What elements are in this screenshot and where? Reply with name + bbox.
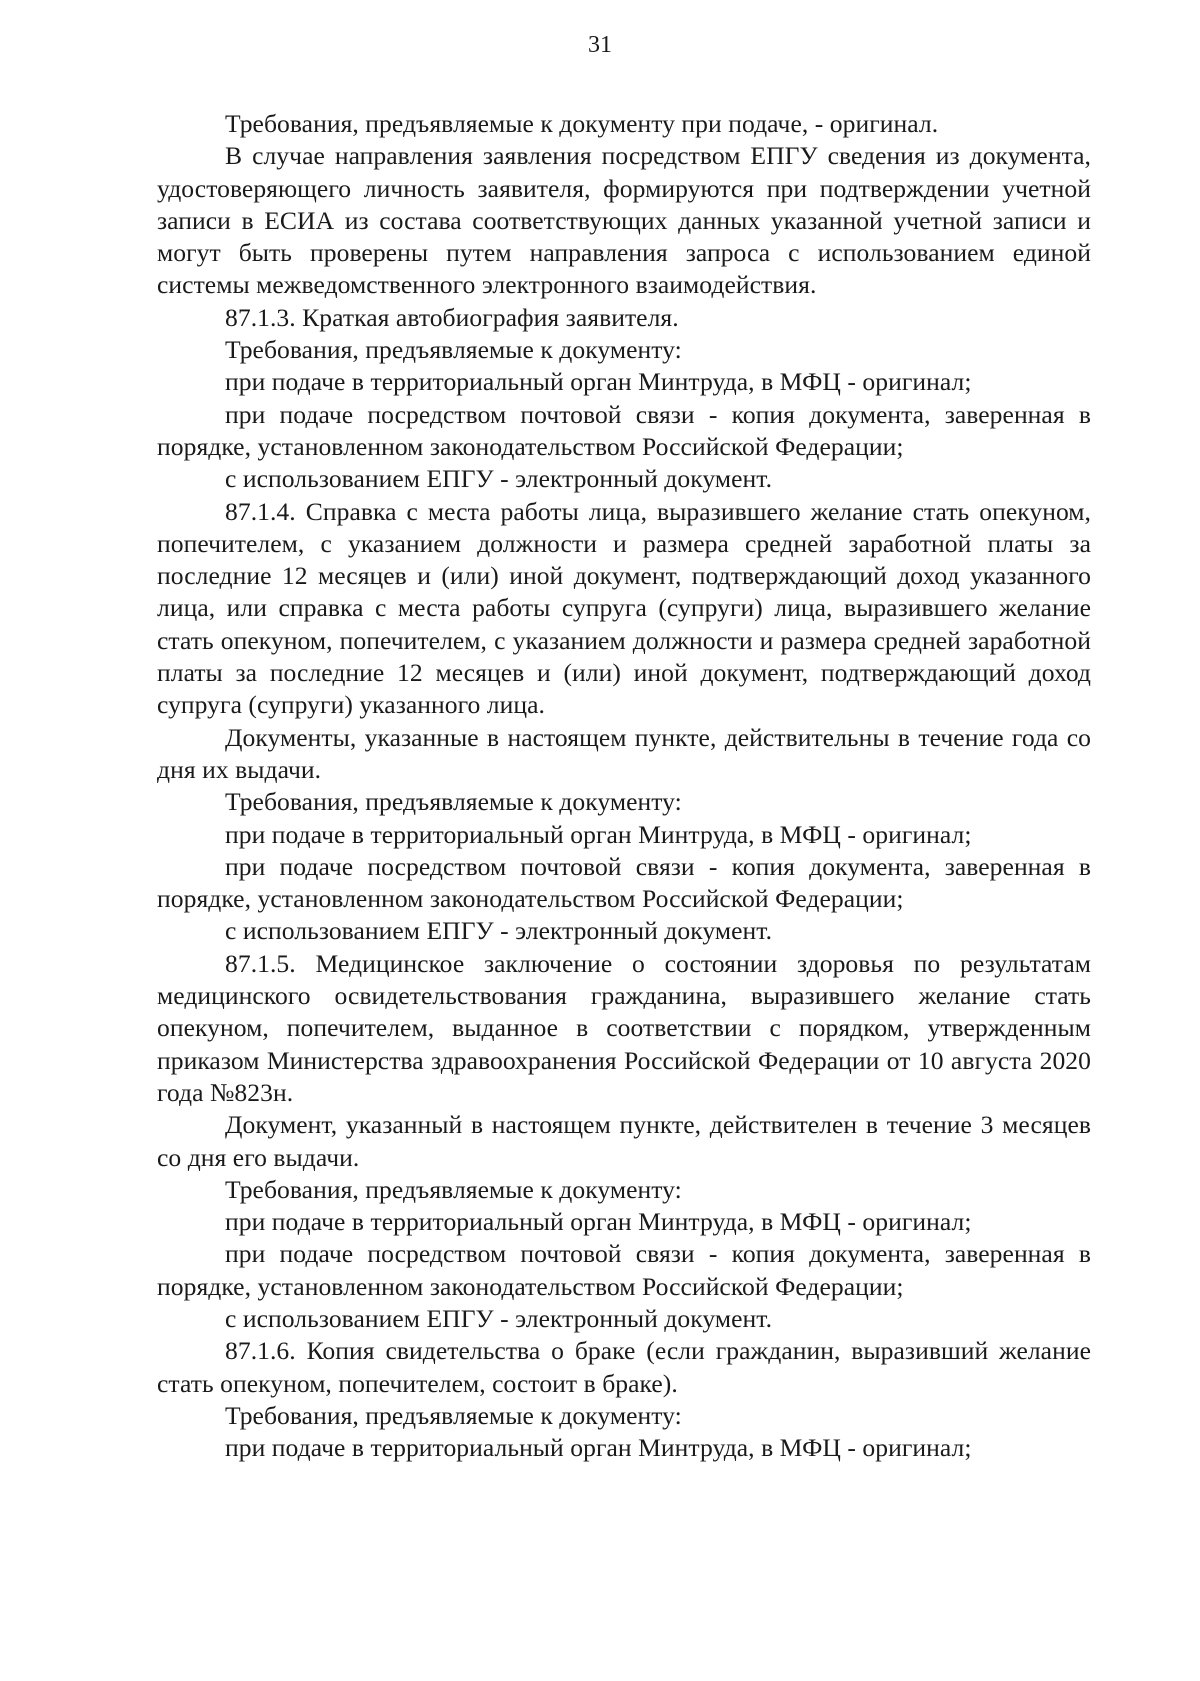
- paragraph: 87.1.5. Медицинское заключение о состоянии здоровья по результатам медицинского освидетельствования гражданина, выразившего желание стать опекуном, попечителем, выданное в соответствии с порядком, утвержденным приказом Министерства здравоохранения Российской Федерации от 10 августа 2020 года №823н.: [157, 948, 1091, 1107]
- document-body: [157, 108, 1091, 1464]
- paragraph: Требования, предъявляемые к документу:: [225, 1174, 682, 1204]
- paragraph: с использованием ЕПГУ - электронный документ.: [225, 464, 773, 494]
- paragraph: 87.1.4. Справка с места работы лица, выразившего желание стать опекуном, попечителем, с указанием должности и размера средней заработной платы за последние 12 месяцев и (или) иной документ, подтверждающий доход указанного лица, или справка с места работы супруга (супруги) лица, выразившего желание стать опекуном, попечителем, с указанием должности и размера средней заработной платы за последние 12 месяцев и (или) иной документ, подтверждающий доход супруга (супруги) указанного лица.: [157, 496, 1091, 720]
- paragraph: В случае направления заявления посредством ЕПГУ сведения из документа, удостоверяющего личность заявителя, формируются при подтверждении учетной записи в ЕСИА из состава соответствующих данных указанной учетной записи и могут быть проверены путем направления запроса с использованием единой системы межведомственного электронного взаимодействия.: [157, 141, 1091, 300]
- paragraph: Требования, предъявляемые к документу:: [225, 335, 682, 365]
- paragraph: с использованием ЕПГУ - электронный документ.: [225, 916, 773, 946]
- paragraph: 87.1.6. Копия свидетельства о браке (если гражданин, выразивший желание стать опекуном, попечителем, состоит в браке).: [157, 1336, 1091, 1398]
- paragraph: Требования, предъявляемые к документу:: [225, 1400, 682, 1430]
- paragraph: 87.1.3. Краткая автобиография заявителя.: [225, 302, 679, 332]
- paragraph: с использованием ЕПГУ - электронный документ.: [225, 1303, 773, 1333]
- paragraph: при подаче посредством почтовой связи - копия документа, заверенная в порядке, установленном законодательством Российской Федерации;: [157, 851, 1091, 914]
- paragraph: при подаче посредством почтовой связи - копия документа, заверенная в порядке, установленном законодательством Российской Федерации;: [157, 1239, 1091, 1301]
- paragraph: Документ, указанный в настоящем пункте, действителен в течение 3 месяцев со дня его выдачи.: [157, 1110, 1091, 1172]
- paragraph: Требования, предъявляемые к документу при подаче, - оригинал.: [225, 109, 939, 138]
- paragraph: Требования, предъявляемые к документу:: [225, 787, 682, 817]
- page-number: 31: [588, 32, 612, 58]
- paragraph: при подаче в территориальный орган Минтруда, в МФЦ - оригинал;: [225, 367, 972, 397]
- paragraph: при подаче в территориальный орган Минтруда, в МФЦ - оригинал;: [225, 1207, 972, 1237]
- paragraph: при подаче посредством почтовой связи - копия документа, заверенная в порядке, установленном законодательством Российской Федерации;: [157, 399, 1091, 461]
- paragraph: Документы, указанные в настоящем пункте, действительны в течение года со дня их выдачи.: [157, 722, 1091, 784]
- paragraph: при подаче в территориальный орган Минтруда, в МФЦ - оригинал;: [225, 1433, 972, 1463]
- paragraph: при подаче в территориальный орган Минтруда, в МФЦ - оригинал;: [225, 819, 972, 849]
